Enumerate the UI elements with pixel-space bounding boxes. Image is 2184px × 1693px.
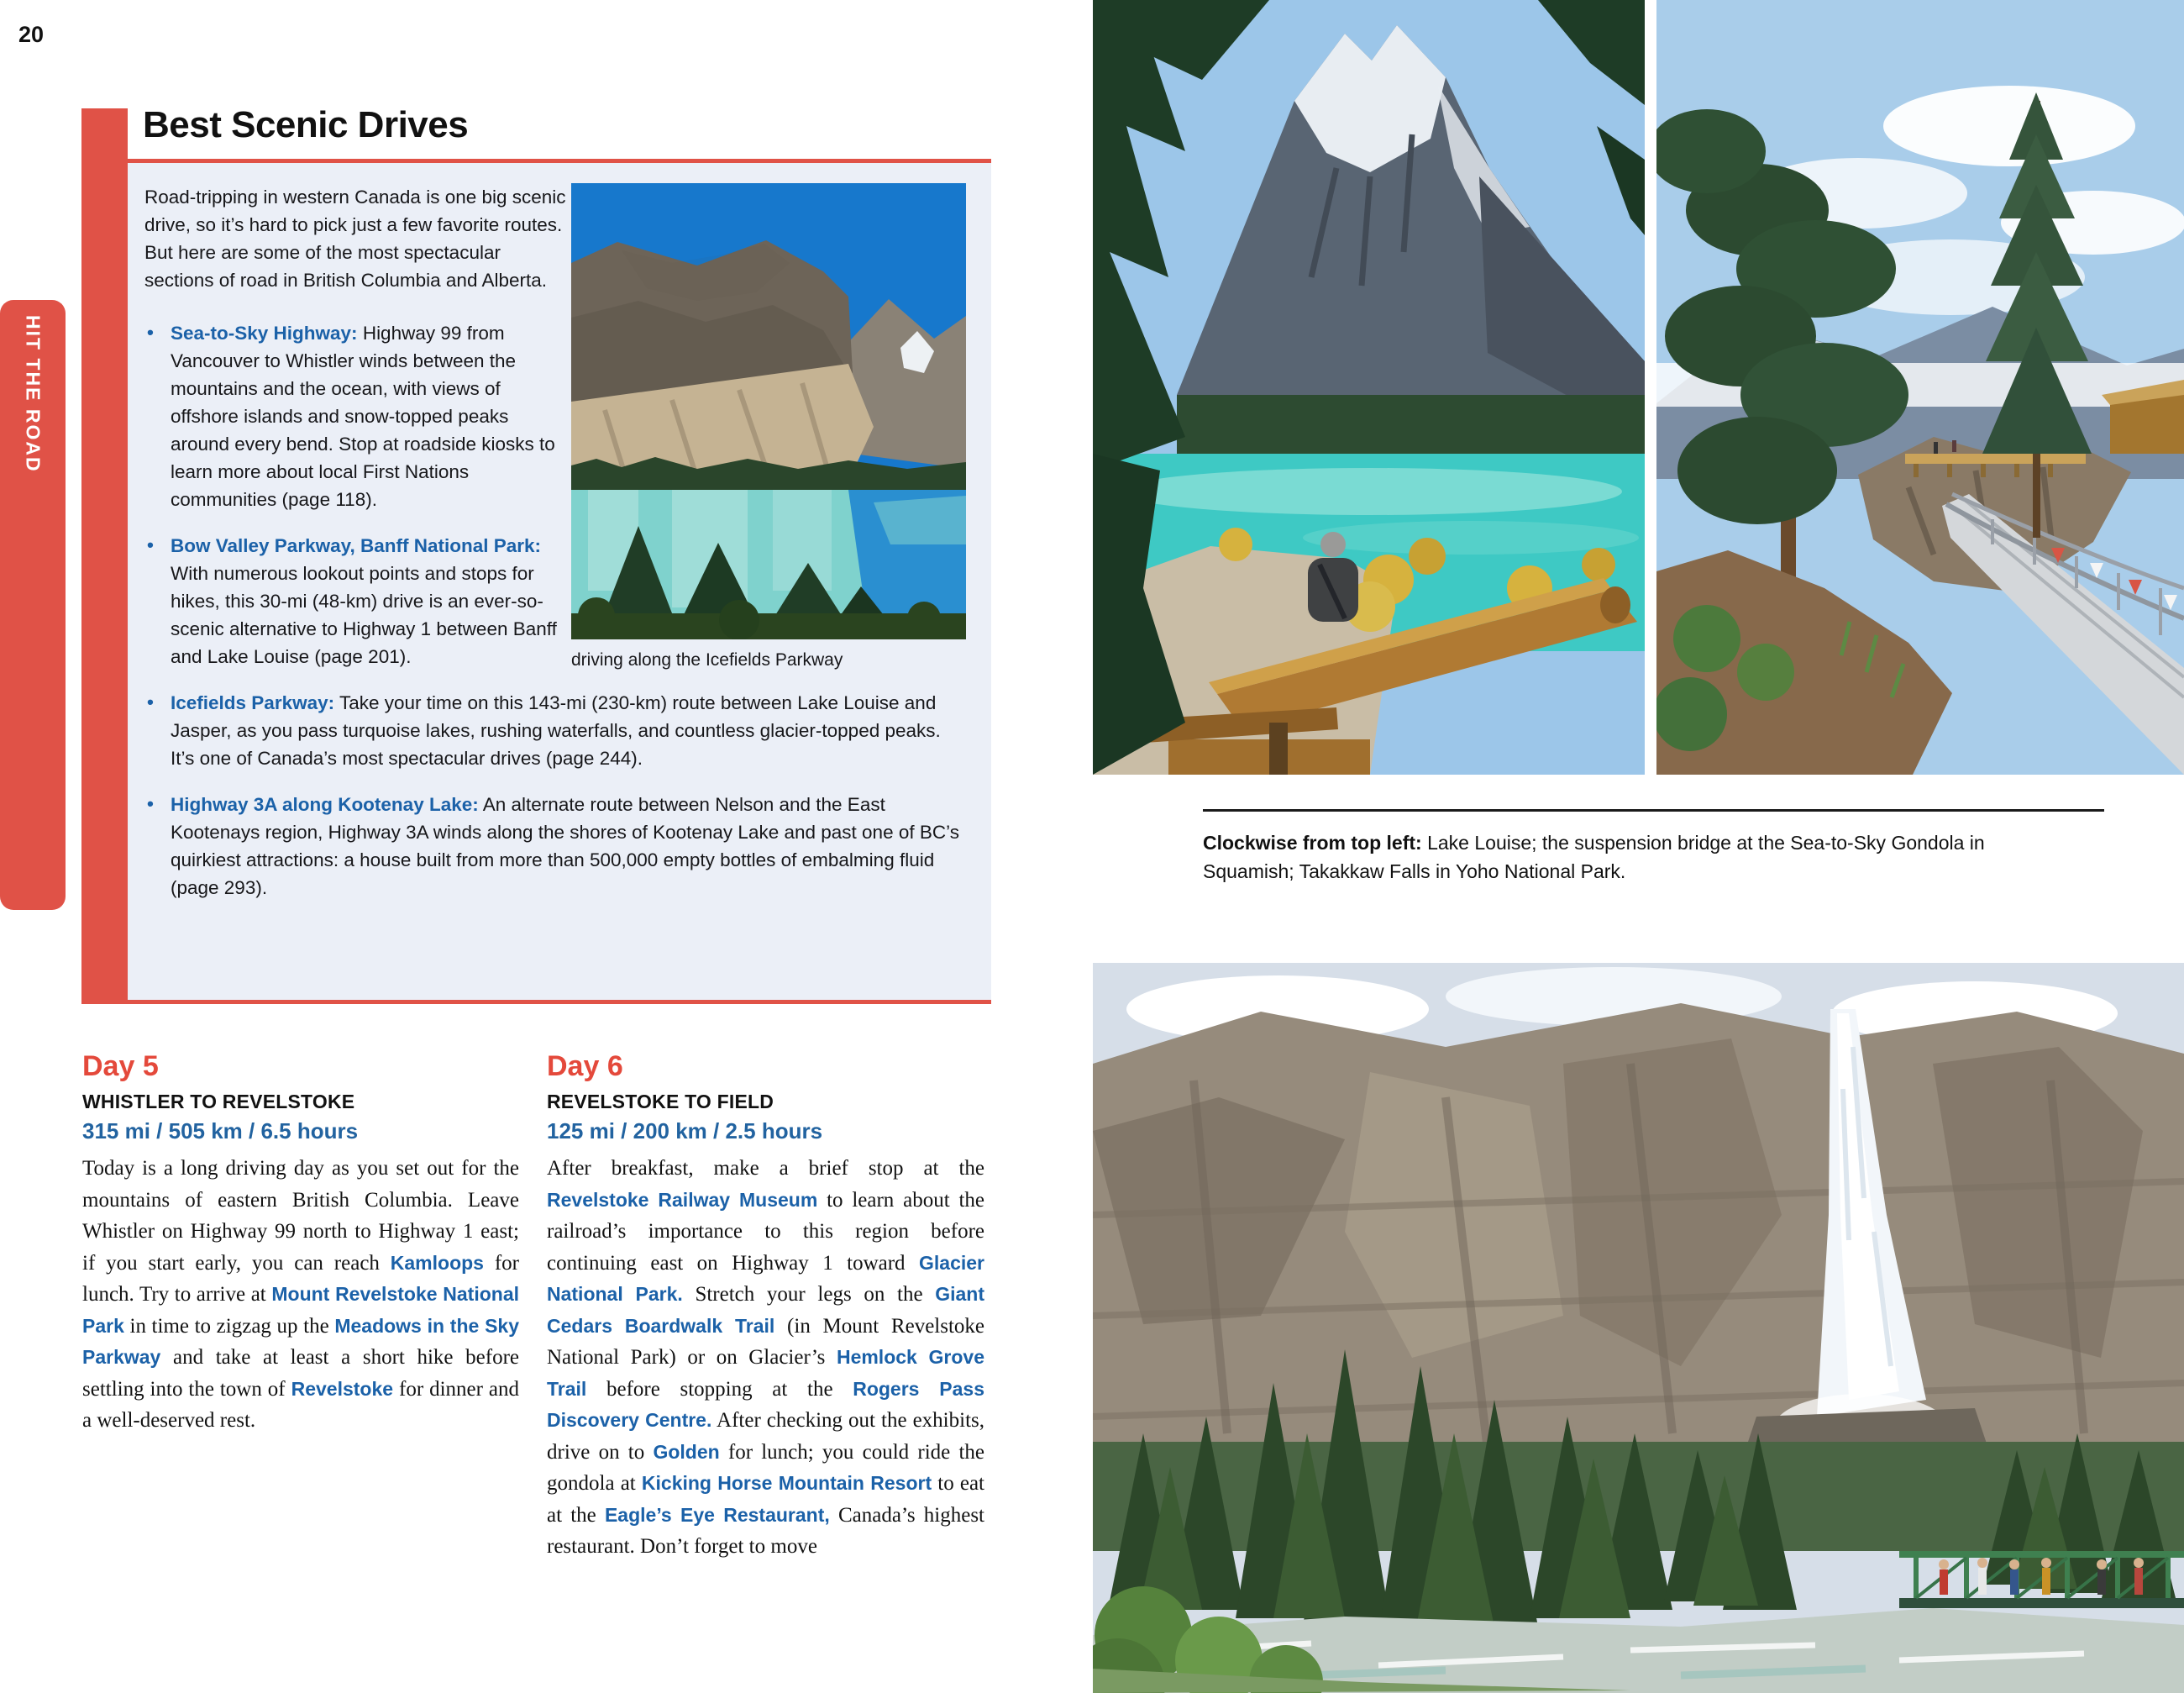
day-6-title: Day 6 [547,1050,623,1082]
caption-lead: Clockwise from top left: [1203,832,1422,854]
day-6-body: After breakfast, make a brief stop at the Revelstoke Railway Museum to learn about the railroad’s importance to this region before continuing east on Highway 1 toward Glacier National Park. Stretch your legs on the Giant Cedars Boardwalk Trail (in Mount Revelstoke National Park) or on Glacier’s Hemlock Grove Trail before stopping at the Rogers Pass Discovery Centre. After checking out the exhibits, drive on to Golden for lunch; you could ride the gondola at Kicking Horse Mountain Resort to eat at the Eagle’s Eye Restaurant, Canada’s highest restaurant. Don’t forget to move [547,1157,985,1558]
scenic-drives-box [128,159,991,1004]
bullet-highway-3a: • Highway 3A along Kootenay Lake: An alternate route between Nelson and the East Kootenays region, Highway 3A winds along the shores of Kootenay Lake and past one of BC’s quirkiest attractions: a house built from more than 500,000 empty bottles of embalming fluid (page 293). [144,791,966,902]
day-6-section [547,1050,984,1563]
tab-label: HIT THE ROAD [22,315,45,473]
hit-the-road-tab [0,300,66,910]
page-number: 20 [18,22,45,47]
scenic-intro: Road-tripping in western Canada is one big scenic drive, so it’s hard to pick just a few favorite routes. But here are some of the most spectacular sections of road in British Columbia and Alberta. [144,187,566,291]
scenic-drives-title: Best Scenic Drives [143,104,469,145]
photos-caption [1203,828,2060,886]
scenic-bullets [144,319,966,902]
day-5-stats: 315 mi / 505 km / 6.5 hours [82,1118,359,1144]
bullet-bow-valley: • Bow Valley Parkway, Banff National Park: With numerous lookout points and stops for hikes, this 30-mi (48-km) drive is an ever-so-scenic alternative to Highway 1 between Banff and Lake Louise (page 201). [144,532,966,670]
day-6-route: REVELSTOKE TO FIELD [547,1091,774,1112]
red-accent-bar [81,108,128,1004]
bullet-sea-to-sky: • Sea-to-Sky Highway: Highway 99 from Vancouver to Whistler winds between the mountains and the ocean, with views of offshore islands and snow-topped peaks around every bend. Stop at roadside kiosks to learn more about local First Nations communities (page 118). [144,319,966,513]
caption-divider [1203,809,2104,812]
day-5-body: Today is a long driving day as you set out for the mountains of eastern British Columbia. Leave Whistler on Highway 99 north to Highway 1 east; if you start early, you can reach Kamloops for lunch. Try to arrive at Mount Revelstoke National Park in time to zigzag up the Meadows in the Sky Parkway and take at least a short hike before settling into the town of Revelstoke for dinner and a well-deserved rest. [82,1157,519,1432]
inset-photo-caption: driving along the Icefields Parkway [571,650,843,670]
suspension-bridge-photo [1656,0,2184,775]
day-5-section [82,1050,519,1437]
lake-louise-photo [1093,0,1645,775]
day-5-route: WHISTLER TO REVELSTOKE [82,1091,355,1112]
day-6-stats: 125 mi / 200 km / 2.5 hours [547,1118,823,1144]
bullet-icefields: • Icefields Parkway: Take your time on this 143-mi (230-km) route between Lake Louise and Jasper, as you pass turquoise lakes, rushing waterfalls, and countless glacier-topped peaks. It’s one of Canada’s most spectacular drives (page 244). [144,689,966,772]
caption-text: Lake Louise; the suspension bridge at the Sea-to-Sky Gondola in Squamish; Takakkaw Falls in Yoho National Park. [1203,832,1985,882]
day-5-title: Day 5 [82,1050,159,1082]
takakkaw-falls-photo [1093,963,2184,1693]
